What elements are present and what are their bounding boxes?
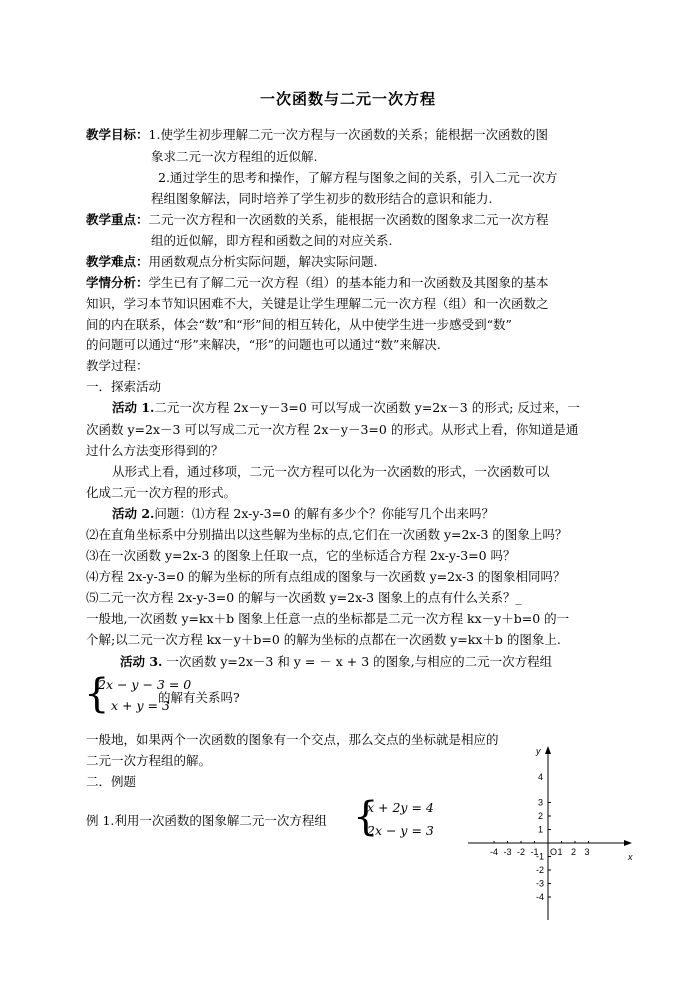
y-tick-label: -3	[536, 878, 545, 889]
activity-1-line-3: 过什么方法变形得到的？	[86, 443, 224, 458]
example-1-system-brace: {	[353, 794, 379, 840]
section-2-heading: 二．例题	[86, 774, 137, 789]
example-1-text: 例 1.利用一次函数的图象解二元一次方程组	[86, 813, 327, 828]
activity-3-tail: 的解有关系吗?	[158, 690, 240, 705]
activity-1-label: 活动 1.	[112, 400, 155, 415]
key-points-label: 教学重点：	[86, 212, 149, 227]
example-1-equation-1: x + 2y = 4	[367, 800, 434, 815]
activity-2-line-5: ⑸二元一次方程 2x-y-3=0 的解与一次函数 y=2x-3 图象上的点有什么关系？_	[86, 590, 522, 605]
y-tick-label-top: 4	[538, 772, 544, 782]
axis-ticks	[490, 798, 590, 903]
activity-1-line-4: 从形式上看，通过移项，二元一次方程可以化为一次函数的形式，一次函数可以	[112, 464, 550, 479]
x-axis-arrow	[624, 840, 632, 846]
x-tick-label: 3	[584, 847, 590, 857]
activity-2-line-1: 活动 2.问题：⑴方程 2x-y-3=0 的解有多少个？你能写几个出来吗？	[112, 506, 495, 521]
activity-3-system-brace: {	[84, 671, 110, 717]
y-tick-label: 1	[538, 824, 544, 835]
x-tick-label: -3	[503, 847, 512, 857]
activity-2-line-6: 一般地,一次函数 y=kx＋b 图象上任意一点的坐标都是二元一次方程 kx－y＋b=0 的一	[86, 611, 570, 626]
activity-2-label: 活动 2.	[112, 506, 155, 521]
y-tick-label: 3	[538, 797, 544, 808]
general-line-2: 二元一次方程组的解。	[86, 753, 212, 768]
difficulty-label: 教学难点：	[86, 254, 149, 269]
x-tick-label: O	[550, 847, 558, 857]
x-tick-label: -1	[530, 847, 539, 857]
goals-line-4: 程组图象解法，同时培养了学生初步的数形结合的意识和能力.	[151, 191, 493, 206]
section-1-heading: 一．探索活动	[86, 379, 162, 394]
x-axis-label: x	[628, 852, 633, 862]
activity-2-line-7: 个解;以二元一次方程 kx－y＋b=0 的解为坐标的点都在一次函数 y=kx＋b 的图象上.	[86, 632, 561, 647]
y-tick-label: 2	[538, 811, 544, 821]
activity-2-line-4: ⑷方程 2x-y-3=0 的解为坐标的所有点组成的图象与一次函数 y=2x-3 的图象相同吗？	[86, 569, 566, 584]
activity-2-line-2: ⑵在直角坐标系中分别描出以这些解为坐标的点,它们在一次函数 y=2x-3 的图象上吗？	[86, 527, 568, 542]
activity-1-line-1: 活动 1.二元一次方程 2x－y－3=0 可以写成一次函数 y=2x－3 的形式; 反过来，一	[112, 400, 580, 415]
general-line-1: 一般地，如果两个一次函数的图象有一个交点，那么交点的坐标就是相应的	[86, 732, 499, 747]
process-label: 教学过程：	[86, 358, 149, 373]
goals-line-2: 象求二元一次方程组的近似解.	[151, 149, 318, 164]
y-axis-arrow	[545, 746, 551, 754]
y-tick-label: -4	[536, 892, 545, 902]
difficulty-line-1: 教学难点：用函数观点分析实际问题，解决实际问题.	[86, 254, 378, 269]
example-1-equation-2: 2x − y = 3	[367, 823, 434, 838]
x-tick-label: -4	[490, 847, 499, 857]
analysis-line-1: 学情分析：学生已有了解二元一次方程（组）的基本能力和一次函数及其图象的基本	[86, 275, 549, 290]
key-points-line-1: 教学重点：二元一次方程和一次函数的关系，能根据一次函数的图象求二元一次方程	[86, 212, 549, 227]
activity-3-label: 活动 3.	[120, 654, 163, 669]
x-tick-label: 1	[557, 847, 563, 857]
key-points-line-2: 组的近似解，即方程和函数之间的对应关系.	[151, 233, 393, 248]
y-tick-label: -1	[536, 851, 545, 862]
y-tick-label: -2	[536, 865, 545, 875]
x-tick-label: 2	[571, 847, 577, 857]
analysis-line-2: 知识，学习本节知识困难不大，关键是让学生理解二元一次方程（组）和一次函数之	[86, 296, 549, 311]
goals-line-1: 教学目标：1.使学生初步理解二元一次方程与一次函数的关系；能根据一次函数的图	[86, 127, 548, 142]
activity-3-equation-2: x + y = 3	[111, 698, 170, 713]
activity-3-line-1: 活动 3. 一次函数 y=2x－3 和 y = － x + 3 的图象,与相应的二元一次方程组	[120, 654, 553, 669]
analysis-line-3: 间的内在联系，体会“数”和“形”间的相互转化，从中使学生进一步感受到“数”	[86, 317, 512, 332]
goals-label: 教学目标：	[86, 127, 149, 142]
activity-1-line-2: 次函数 y=2x－3 可以写成二元一次方程 2x－y－3=0 的形式。从形式上看，你知道是通	[86, 422, 579, 437]
analysis-line-4: 的问题可以通过“形”来解决，“形”的问题也可以通过“数”来解决.	[86, 337, 441, 352]
activity-3-equation-1: 2x − y − 3 = 0	[98, 677, 192, 692]
activity-1-line-5: 化成二元一次方程的形式。	[86, 485, 237, 500]
activity-2-line-3: ⑶在一次函数 y=2x-3 的图象上任取一点，它的坐标适合方程 2x-y-3=0 吗？	[86, 548, 516, 563]
y-axis-label: y	[536, 746, 541, 756]
goals-line-3: 2.通过学生的思考和操作，了解方程与图象之间的关系，引入二元一次方	[158, 170, 558, 185]
analysis-label: 学情分析：	[86, 275, 149, 290]
coordinate-axes	[460, 740, 640, 930]
page-title: 一次函数与二元一次方程	[259, 90, 436, 108]
x-tick-label: -2	[517, 847, 526, 857]
